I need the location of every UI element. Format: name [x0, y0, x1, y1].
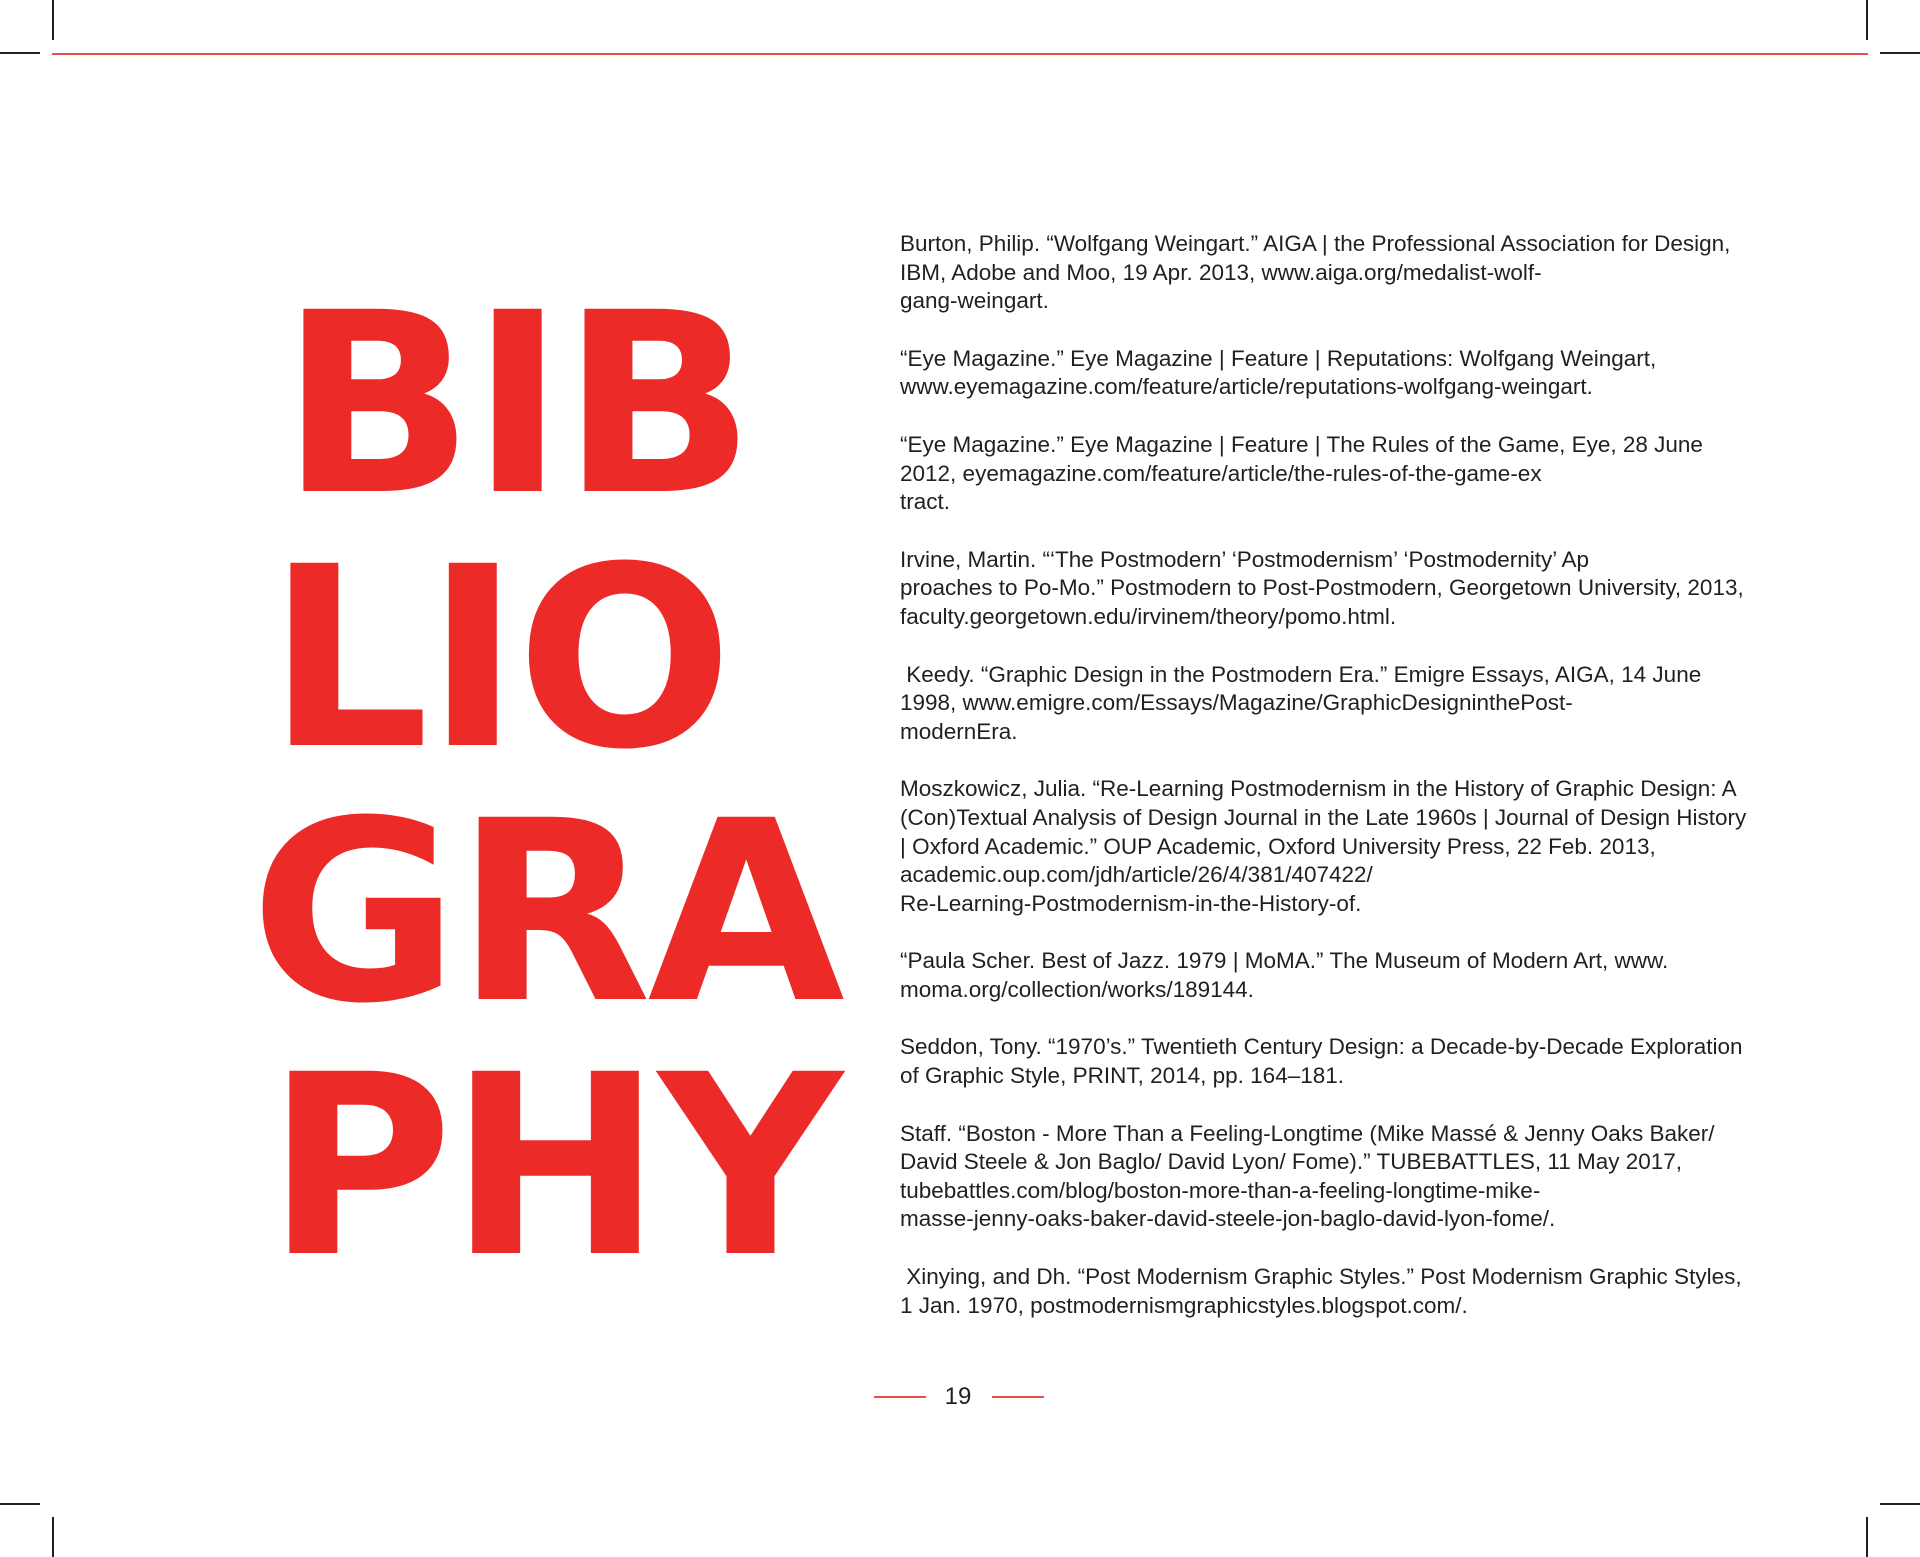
reference-entry: “Eye Magazine.” Eye Magazine | Feature | Reputations: Wolfgang Weingart, www.eyemagazine.com/feature/article/reputations-wolfgang-weingart. — [900, 345, 1663, 400]
crop-mark-top-left-vertical — [52, 0, 54, 40]
reference-entry: Staff. “Boston - More Than a Feeling-Longtime (Mike Massé & Jenny Oaks Baker/ David Steele & Jon Baglo/ David Lyon/ Fome).” TUBEBATTLES, 11 May 2017, tubebattles.com/blog/boston-more-than-a-feeling-longtime-mike- masse-jenny-oaks-baker-david-steele-jon-baglo-david-lyon-fome/. — [900, 1120, 1715, 1232]
crop-mark-top-left-horizontal — [0, 52, 40, 54]
title-line: PHY — [266, 1021, 839, 1312]
footer-rule-left — [874, 1396, 926, 1398]
title-line: BIB — [280, 259, 752, 550]
crop-mark-top-right-horizontal — [1880, 52, 1920, 54]
crop-mark-top-right-vertical — [1866, 0, 1868, 40]
reference-entry: “Paula Scher. Best of Jazz. 1979 | MoMA.” The Museum of Modern Art, www. moma.org/collection/works/189144. — [900, 948, 1669, 1002]
crop-mark-bottom-left-horizontal — [0, 1503, 40, 1505]
reference-entry: Moszkowicz, Julia. “Re-Learning Postmodernism in the History of Graphic Design: A (Con)Textual Analysis of Design Journal in the Late 1960s | Journal of Design History | Oxford Academic.” OUP Academic, Oxford University Press, 22 Feb. 2013, academic.oup.com/jdh/article/26/4/381/407422/ Re-Learning-Postmodernism-in-the-History-of. — [900, 776, 1747, 916]
crop-mark-bottom-right-vertical — [1866, 1517, 1868, 1557]
title-line: GRA — [250, 767, 841, 1058]
footer-rule-right — [992, 1396, 1044, 1398]
page-title — [250, 259, 850, 1312]
reference-list — [900, 230, 1755, 1349]
reference-entry: Seddon, Tony. “1970’s.” Twentieth Century Design: a Decade-by-Decade Exploration of Graphic Style, PRINT, 2014, pp. 164–181. — [900, 1034, 1749, 1089]
title-line: LIO — [267, 513, 729, 804]
top-rule — [52, 53, 1868, 55]
page-number: 19 — [944, 1383, 972, 1410]
reference-entry: Irvine, Martin. “‘The Postmodern’ ‘Postmodernism’ ‘Postmodernity’ Ap proaches to Po-Mo.” Postmodern to Post-Postmodern, Georgetown University, 2013, faculty.georgetown.edu/irvinem/theory/pomo.html. — [900, 546, 1744, 629]
reference-entry: Burton, Philip. “Wolfgang Weingart.” AIGA | the Professional Association for Design, IBM, Adobe and Moo, 19 Apr. 2013, www.aiga.org/medalist-wolf- gang-weingart. — [900, 231, 1731, 314]
crop-mark-bottom-right-horizontal — [1880, 1503, 1920, 1505]
crop-mark-bottom-left-vertical — [52, 1517, 54, 1557]
reference-entry: “Eye Magazine.” Eye Magazine | Feature | The Rules of the Game, Eye, 28 June 2012, eyemagazine.com/feature/article/the-rules-of-the-game-ex tract. — [900, 431, 1703, 515]
reference-entry: Xinying, and Dh. “Post Modernism Graphic Styles.” Post Modernism Graphic Styles, 1 Jan. 1970, postmodernismgraphicstyles.blogspot.com/. — [900, 1264, 1748, 1318]
reference-entry: Keedy. “Graphic Design in the Postmodern Era.” Emigre Essays, AIGA, 14 June 1998, www.emigre.com/Essays/Magazine/GraphicDesigninthePost- modernEra. — [900, 661, 1702, 744]
page-footer — [0, 1382, 1920, 1422]
